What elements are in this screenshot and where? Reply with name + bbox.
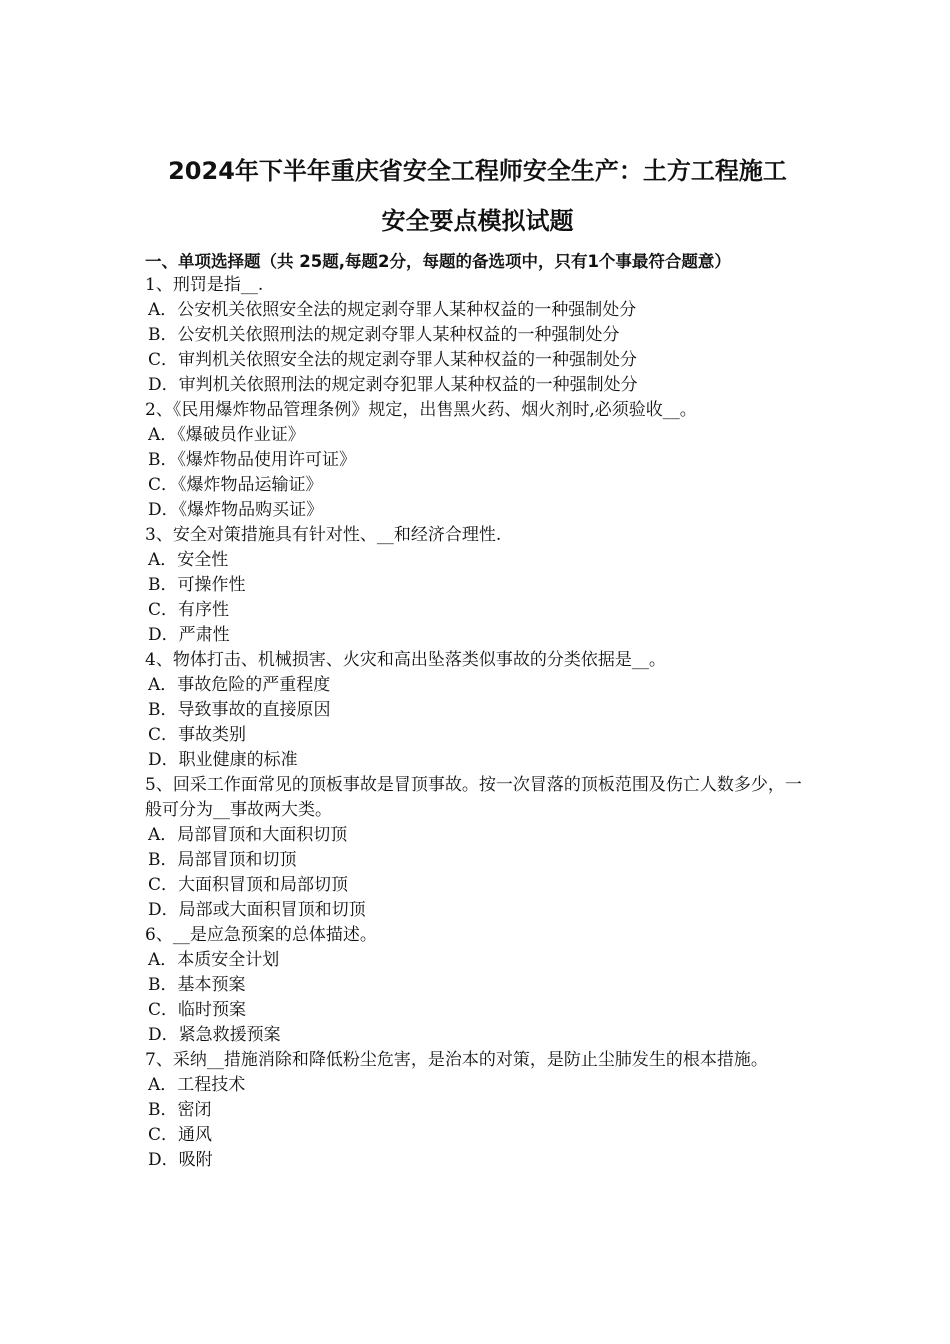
answer-option: B．基本预案 — [148, 975, 246, 995]
answer-option: B．《爆炸物品使用许可证》 — [148, 450, 356, 470]
answer-option: C．临时预案 — [148, 1000, 247, 1020]
answer-option: D．局部或大面积冒顶和切顶 — [148, 900, 366, 920]
section-heading: 一、单项选择题（共 25题,每题2分，每题的备选项中，只有1个事最符合题意） — [145, 252, 731, 271]
answer-option: C．有序性 — [148, 600, 230, 620]
answer-option: C．通风 — [148, 1125, 213, 1145]
question-block — [145, 523, 810, 648]
answer-option: C．大面积冒顶和局部切顶 — [148, 875, 349, 895]
answer-option: D．紧急救援预案 — [148, 1025, 281, 1045]
answer-option: D．吸附 — [148, 1150, 213, 1170]
answer-option: A．局部冒顶和大面积切顶 — [148, 825, 348, 845]
question-block — [145, 273, 810, 398]
answer-option: A．安全性 — [148, 550, 229, 570]
answer-option: D．审判机关依照刑法的规定剥夺犯罪人某种权益的一种强制处分 — [148, 375, 638, 395]
question-list — [145, 273, 810, 1173]
question-text: 6、__是应急预案的总体描述。 — [145, 925, 377, 945]
answer-option: B．导致事故的直接原因 — [148, 700, 331, 720]
answer-option: A．事故危险的严重程度 — [148, 675, 331, 695]
document-title-line-1: 2024年下半年重庆省安全工程师安全生产：土方工程施工 — [168, 157, 787, 185]
question-text: 3、安全对策措施具有针对性、__和经济合理性. — [145, 525, 502, 545]
answer-option: A．工程技术 — [148, 1075, 246, 1095]
question-block — [145, 773, 810, 923]
answer-option: C．事故类别 — [148, 725, 247, 745]
question-text: 1、刑罚是指__. — [145, 275, 264, 295]
answer-option: B．公安机关依照刑法的规定剥夺罪人某种权益的一种强制处分 — [148, 325, 620, 345]
question-text: 2、《民用爆炸物品管理条例》规定，出售黑火药、烟火剂时,必须验收__。 — [145, 400, 697, 420]
answer-option: B．密闭 — [148, 1100, 212, 1120]
answer-option: A．公安机关依照安全法的规定剥夺罪人某种权益的一种强制处分 — [148, 300, 637, 320]
answer-option: A．《爆破员作业证》 — [148, 425, 305, 445]
document-content — [145, 146, 810, 1173]
answer-option: D．严肃性 — [148, 625, 230, 645]
question-block — [145, 1048, 810, 1173]
question-text: 5、回采工作面常见的顶板事故是冒顶事故。按一次冒落的顶板范围及伤亡人数多少，一般可分为__事故两大类。 — [145, 775, 802, 820]
answer-option: D．《爆炸物品购买证》 — [148, 500, 324, 520]
question-text: 7、采纳__措施消除和降低粉尘危害，是治本的对策，是防止尘肺发生的根本措施。 — [145, 1050, 768, 1070]
answer-option: B．可操作性 — [148, 575, 246, 595]
question-block — [145, 398, 810, 523]
question-block — [145, 648, 810, 773]
document-title-line-2: 安全要点模拟试题 — [381, 207, 574, 235]
answer-option: C．审判机关依照安全法的规定剥夺罪人某种权益的一种强制处分 — [148, 350, 638, 370]
answer-option: B．局部冒顶和切顶 — [148, 850, 297, 870]
answer-option: C．《爆炸物品运输证》 — [148, 475, 323, 495]
answer-option: A．本质安全计划 — [148, 950, 280, 970]
question-text: 4、物体打击、机械损害、火灾和高出坠落类似事故的分类依据是__。 — [145, 650, 666, 670]
question-block — [145, 923, 810, 1048]
answer-option: D．职业健康的标准 — [148, 750, 298, 770]
